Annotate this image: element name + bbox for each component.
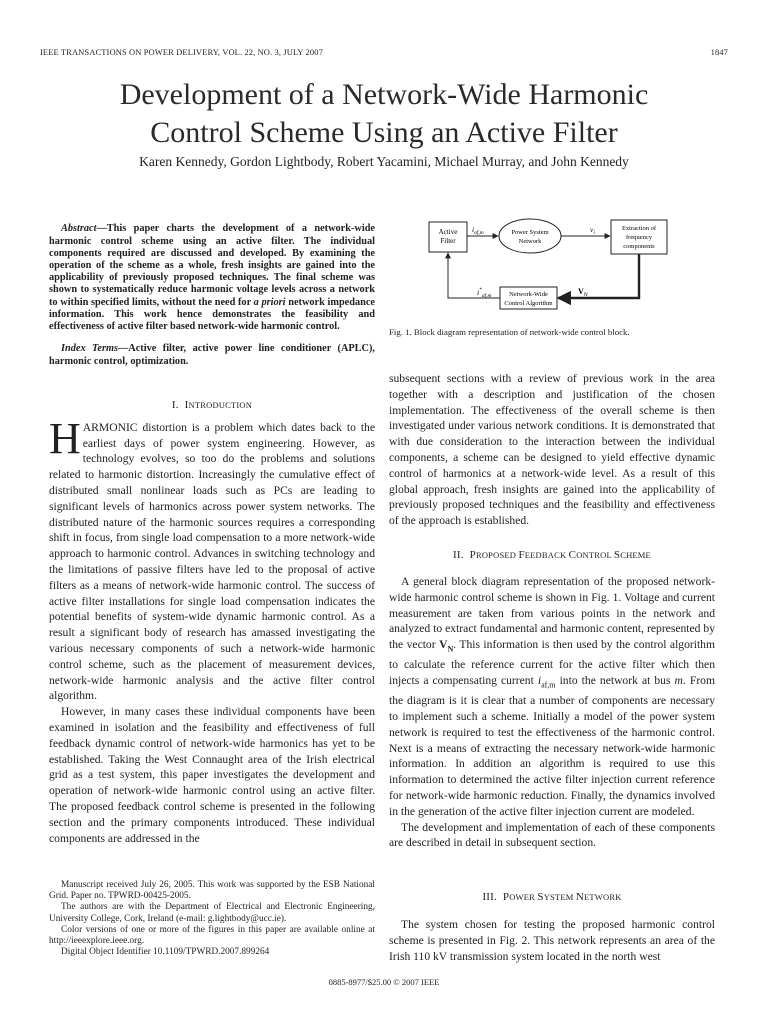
copyright-footer: 0885-8977/$25.00 © 2007 IEEE (328, 977, 440, 987)
label-vn: $V_N$ (578, 287, 588, 298)
page-number: 1847 (710, 47, 728, 57)
abstract: Abstract—This paper charts the development of a network-wide harmonic control scheme using an active filter. The individual components required are discussed and developed. By examining the operation of the scheme as a whole, fresh insights are gained into the applicability of previously proposed techniques. The final scheme was shown to systematically reduce harmonic voltage levels across a network to within specified limits, without the need for a priori network impedance information. This work hence demonstrates the feasibility and effectiveness of active filter based network-wide harmonic control. (49, 223, 375, 332)
label-iref: $i^*_{af,m}$ (477, 287, 492, 299)
journal-header: IEEE TRANSACTIONS ON POWER DELIVERY, VOL. 22, NO. 3, JULY 2007 (40, 47, 323, 57)
section-heading-introduction: I. INTRODUCTION (171, 398, 253, 411)
title-line-2: Control Scheme Using an Active Filter (150, 116, 618, 149)
intro-continuation (389, 371, 715, 529)
section-heading-power-system-network: III. POWER SYSTEM NETWORK (482, 891, 622, 903)
power-system-ellipse (499, 219, 561, 253)
active-filter-label-1: Active (438, 228, 458, 236)
left-column (49, 213, 375, 958)
label-iaf: $i_{af,m}$ (472, 225, 484, 236)
footnote-color: Color versions of one or more of the figures in this paper are available online at http://ieeexplore.ieee.org. (49, 924, 375, 947)
index-terms: Index Terms—Active filter, active power line conditioner (APLC), harmonic control, optimization. (49, 343, 375, 367)
section-3-paragraph-1: The system chosen for testing the proposed harmonic control scheme is presented in Fig. 2. This network represents an area of the Irish 110 kV transmission system located in the north west (389, 918, 715, 963)
title-line-1: Development of a Network-Wide Harmonic (119, 78, 649, 111)
author-list: Karen Kennedy, Gordon Lightbody, Robert Yacamini, Michael Murray, and John Kennedy (139, 154, 629, 169)
figure-1-block-diagram (389, 213, 715, 313)
footnote-block (49, 880, 375, 958)
network-label-1: Power System (511, 229, 549, 236)
section-3-text (389, 917, 715, 964)
extraction-label-2: frequency (626, 234, 652, 241)
section-heading-feedback-control: II. PROPOSED FEEDBACK CONTROL SCHEME (453, 549, 651, 561)
section-2-paragraph-2: The development and implementation of each of these components are described in detail in subsequent section. (389, 820, 715, 850)
arrow-control-to-filter (448, 253, 500, 298)
footnote-manuscript: Manuscript received July 26, 2005. This work was supported by the ESB National Grid. Paper no. TPWRD-00425-2005. (49, 880, 375, 902)
footnote-affiliation: The authors are with the Department of Electrical and Electronic Engineering, University College, Cork, Ireland (e-mail: g.lightbody@ucc.ie). (49, 902, 375, 924)
extraction-label-1: Extraction of (621, 225, 657, 232)
section-2-text (389, 574, 715, 851)
figure-1-caption: Fig. 1. Block diagram representation of network-wide control block. (389, 327, 630, 337)
control-label-1: Network-Wide (509, 291, 548, 298)
network-label-2: Network (518, 238, 542, 245)
label-vi: $v_i$ (590, 225, 595, 236)
right-column (389, 213, 715, 963)
intro-text (49, 413, 375, 847)
drop-cap: H (49, 413, 81, 463)
extraction-label-3: components (623, 243, 655, 250)
active-filter-label-2: Filter (440, 237, 456, 245)
footnote-doi: Digital Object Identifier 10.1109/TPWRD.2007.899264 (61, 947, 270, 958)
section-2-paragraph-1: A general block diagram representation of the proposed network-wide harmonic control scheme is shown in Fig. 1. Voltage and current measurement are taken from various points in the network and analyzed to extract fundamental and harmonic content, represented by the vector $V_N$. This information is then used by the control algorithm to calculate the reference current for the active filter which then injects a compensating current $i_{af,m}$ into the network at bus m. From the diagram is it is clear that a number of components are necessary to implement such a scheme. Initially a model of the power system network is required to test the effectiveness of the harmonic control. Next is a means of extracting the necessary network-wide harmonic information. In addition an algorithm is required to use this information to determined the active filter injection current reference for network-wide harmonic reduction. Finally, the dynamics involved in the generation of the active filter injection current are modeled. (389, 575, 715, 818)
paper-title (40, 76, 728, 152)
control-label-2: Control Algorithm (504, 300, 553, 307)
arrow-extraction-to-control (558, 254, 639, 298)
intro-paragraph-1: HARMONIC distortion is a problem which dates back to the earliest days of power system engineering. However, as technology evolves, so too do the problems and solutions related to harmonic distortion. Increasingly the cumulative effect of distributed small nonlinear loads such as PCs are leading to significant levels of harmonics across power system networks. The distributed nature of the harmonic sources requires a corresponding shift in focus, from single load compensation to a more network-wide approach to harmonic control. Advances in switching technology and the limitations of passive filters have led to the proposal of active filters as a means of network-wide harmonic control. The success of active filter installations for single load compensation indicates the potential benefits of system-wide dynamic harmonic control. As a result a significant body of research has amassed investigating the various necessary components of such a network-wide harmonic control scheme, such as the placement of measurement devices, network-wide harmonic analysis and the active filter control algorithm. (49, 413, 375, 703)
index-terms-label: Index Terms (61, 343, 118, 355)
abstract-label: Abstract (61, 223, 97, 235)
intro-paragraph-3: subsequent sections with a review of previous work in the area together with a description and justification of the chosen implementation. The effectiveness of the overall scheme is then investigated under various network conditions. It is demonstrated that with due consideration to the interaction between the individual components, a scheme can be designed to yield effective dynamic control of harmonics at a network-wide level. As a result of this global approach, fresh insights are gained into the applicability of previously proposed techniques and the feasibility and effectiveness of the approach is established. (389, 372, 715, 528)
intro-paragraph-2: However, in many cases these individual components have been examined in isolation and the feasibility and effectiveness of full feedback dynamic control of network-wide harmonics has yet to be established. Taking the West Connaught area of the Irish electrical grid as a test system, this paper investigates the development and operation of network-wide harmonic control using an active filter. The proposed feedback control scheme is presented in the following section and the primary components introduced. These individual components are addressed in the (49, 705, 375, 845)
